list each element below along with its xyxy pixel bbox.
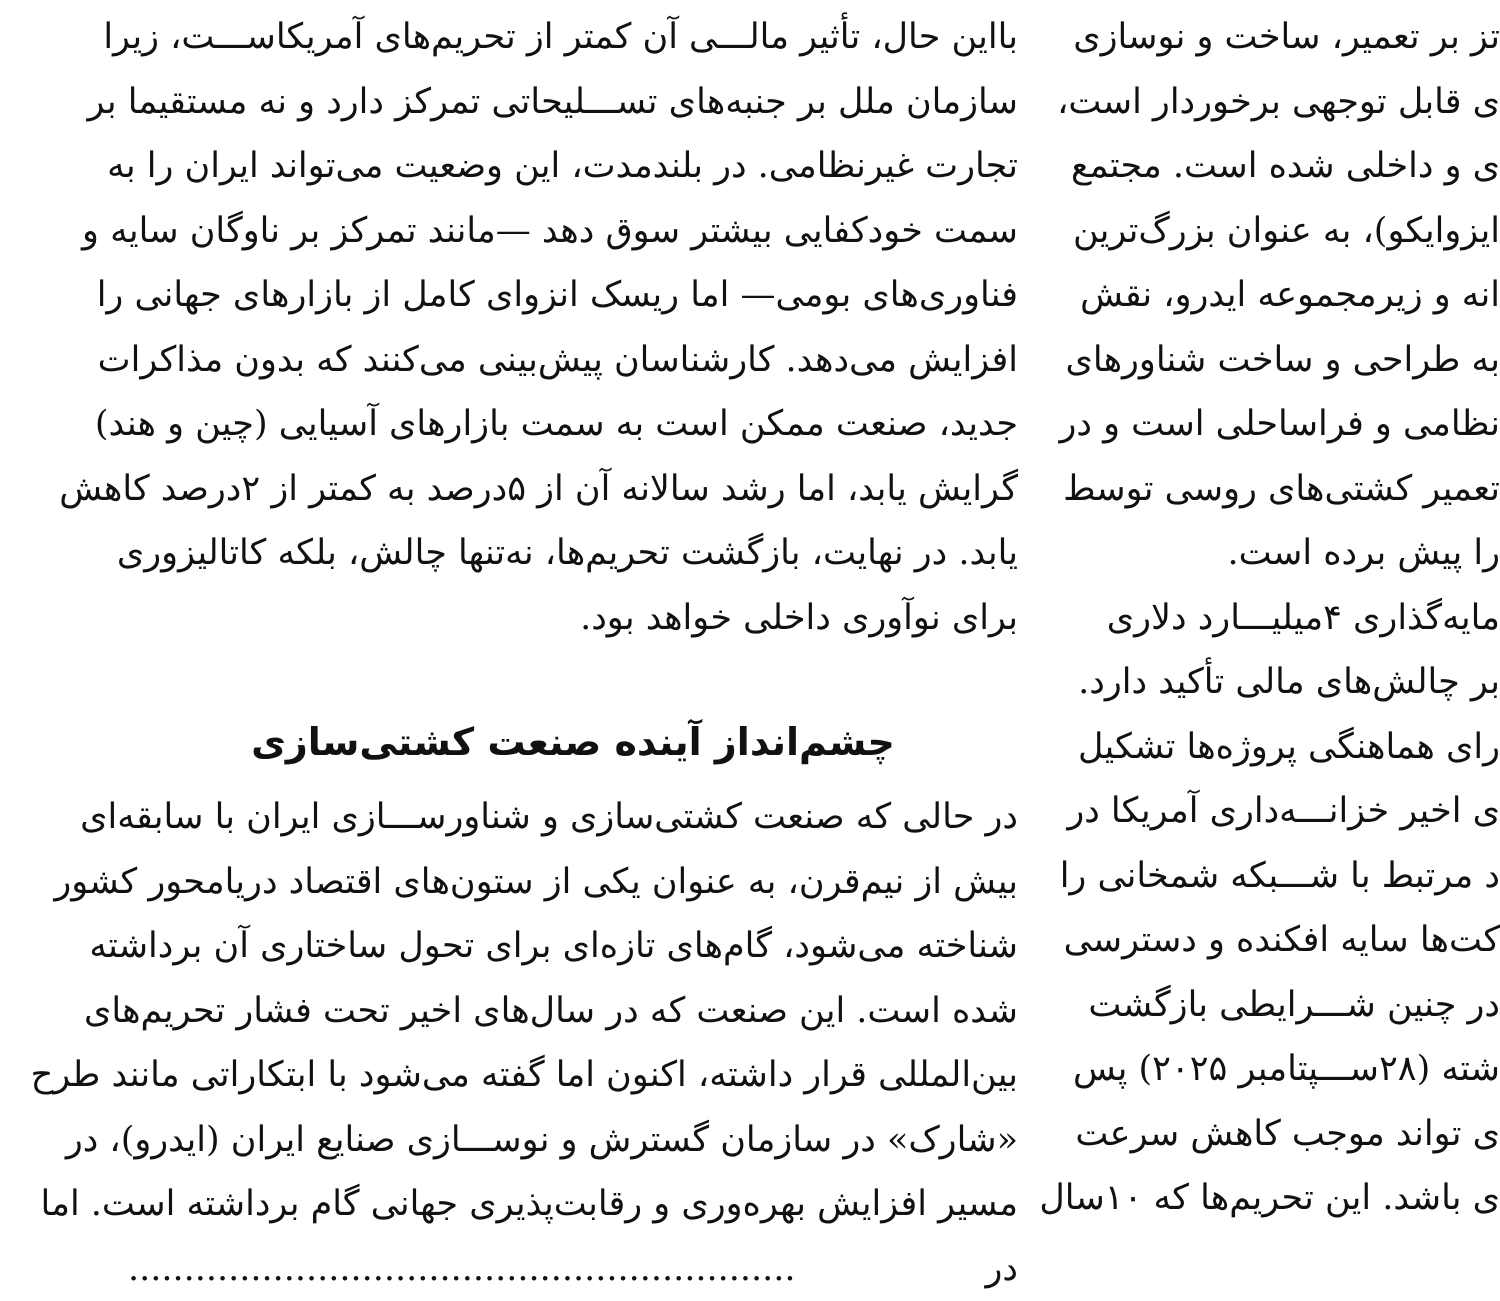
text-line: افزایش می‌دهد. کارشناسان پیش‌بینی می‌کنند که بدون مذاکرات xyxy=(97,339,1018,380)
text-line: تجارت غیرنظامی. در بلندمدت، این وضعیت می‌تواند ایران را به xyxy=(107,146,1018,186)
section-spacer xyxy=(128,645,1018,705)
text-line: ی باشد. این تحریم‌ها که ۱۰سال xyxy=(1039,1178,1500,1218)
text-line: بااین حال، تأثیر مالـــی آن کمتر از تحریم‌های آمریکاســـت، زیرا xyxy=(103,17,1018,57)
text-line: ی قابل توجهی برخوردار است، xyxy=(1057,81,1500,122)
text-line: تعمیر کشتی‌های روسی توسط xyxy=(1063,468,1500,509)
text-line: بیش از نیم‌قرن، به عنوان یکی از ستون‌های اقتصاد دریامحور کشور xyxy=(54,861,1018,902)
text-line: جدید، صنعت ممکن است به سمت بازارهای آسیایی (چین و هند) xyxy=(94,404,1018,444)
text-line: فناوری‌های بومی— اما ریسک انزوای کامل از بازارهای جهانی را xyxy=(96,275,1018,315)
section-heading: چشم‌انداز آینده صنعت کشتی‌سازی xyxy=(251,720,895,764)
text-line: کت‌ها سایه افکنده و دسترسی xyxy=(1063,920,1500,960)
text-line: شته (۲۸ســـپتامبر ۲۰۲۵) پس xyxy=(1072,1049,1500,1089)
text-line: را پیش برده است. xyxy=(1227,533,1500,573)
text-line: گرایش یابد، اما رشد سالانه آن از ۵درصد به کمتر از ۲درصد کاهش xyxy=(59,468,1018,509)
text-line: ی تواند موجب کاهش سرعت xyxy=(1075,1113,1500,1154)
text-line: ی اخیر خزانـــه‌داری آمریکا در xyxy=(1067,791,1500,831)
text-line: رای هماهنگی پروژه‌ها تشکیل xyxy=(1078,726,1500,767)
text-line: شناخته می‌شود، گام‌های تازه‌ای برای تحول ساختاری آن برداشته xyxy=(89,926,1018,966)
text-line: «شارک» در سازمان گسترش و نوســـازی صنایع ایران (ایدرو)، در xyxy=(65,1119,1018,1160)
right-column xyxy=(1039,0,1500,1226)
text-line: سازمان ملل بر جنبه‌های تســـلیحاتی تمرکز دارد و نه مستقیما بر xyxy=(87,81,1018,122)
text-line: یابد. در نهایت، بازگشت تحریم‌ها، نه‌تنها چالش، بلکه کاتالیزوری xyxy=(116,533,1018,573)
text-line: د مرتبط با شـــبکه شمخانی را xyxy=(1059,855,1500,896)
text-line: شده است. این صنعت که در سال‌های اخیر تحت فشار تحریم‌های xyxy=(84,990,1018,1031)
text-line: برای نوآوری داخلی خواهد بود. xyxy=(580,597,1018,638)
text-line: تز بر تعمیر، ساخت و نوسازی xyxy=(1073,17,1500,57)
text-line: بر چالش‌های مالی تأکید دارد. xyxy=(1078,662,1500,702)
text-line: سمت خودکفایی بیشتر سوق دهد —مانند تمرکز بر ناوگان سایه و xyxy=(82,210,1018,251)
text-line: ایزوایکو)، به عنوان بزرگ‌ترین xyxy=(1072,210,1500,251)
left-column xyxy=(30,0,1018,1289)
text-line: در چنین شـــرایطی بازگشت xyxy=(1088,984,1500,1025)
text-line: بین‌المللی قرار داشته، اکنون اما گفته می‌شود با ابتکاراتی مانند طرح xyxy=(30,1055,1018,1095)
text-line-cut: در ............................................................ xyxy=(128,1248,1018,1289)
text-line: در حالی که صنعت کشتی‌سازی و شناورســـازی ایران با سابقه‌ای xyxy=(80,797,1018,837)
text-line: مسیر افزایش بهره‌وری و رقابت‌پذیری جهانی گام برداشته است. اما xyxy=(40,1184,1018,1224)
text-line: ی و داخلی شده است. مجتمع xyxy=(1071,146,1500,186)
text-line: به طراحی و ساخت شناورهای xyxy=(1065,339,1500,380)
text-line: مایه‌گذاری ۴میلیـــارد دلاری xyxy=(1106,597,1500,638)
text-line: انه و زیرمجموعه ایدرو، نقش xyxy=(1080,275,1500,315)
text-line: نظامی و فراساحلی است و در xyxy=(1059,404,1500,444)
